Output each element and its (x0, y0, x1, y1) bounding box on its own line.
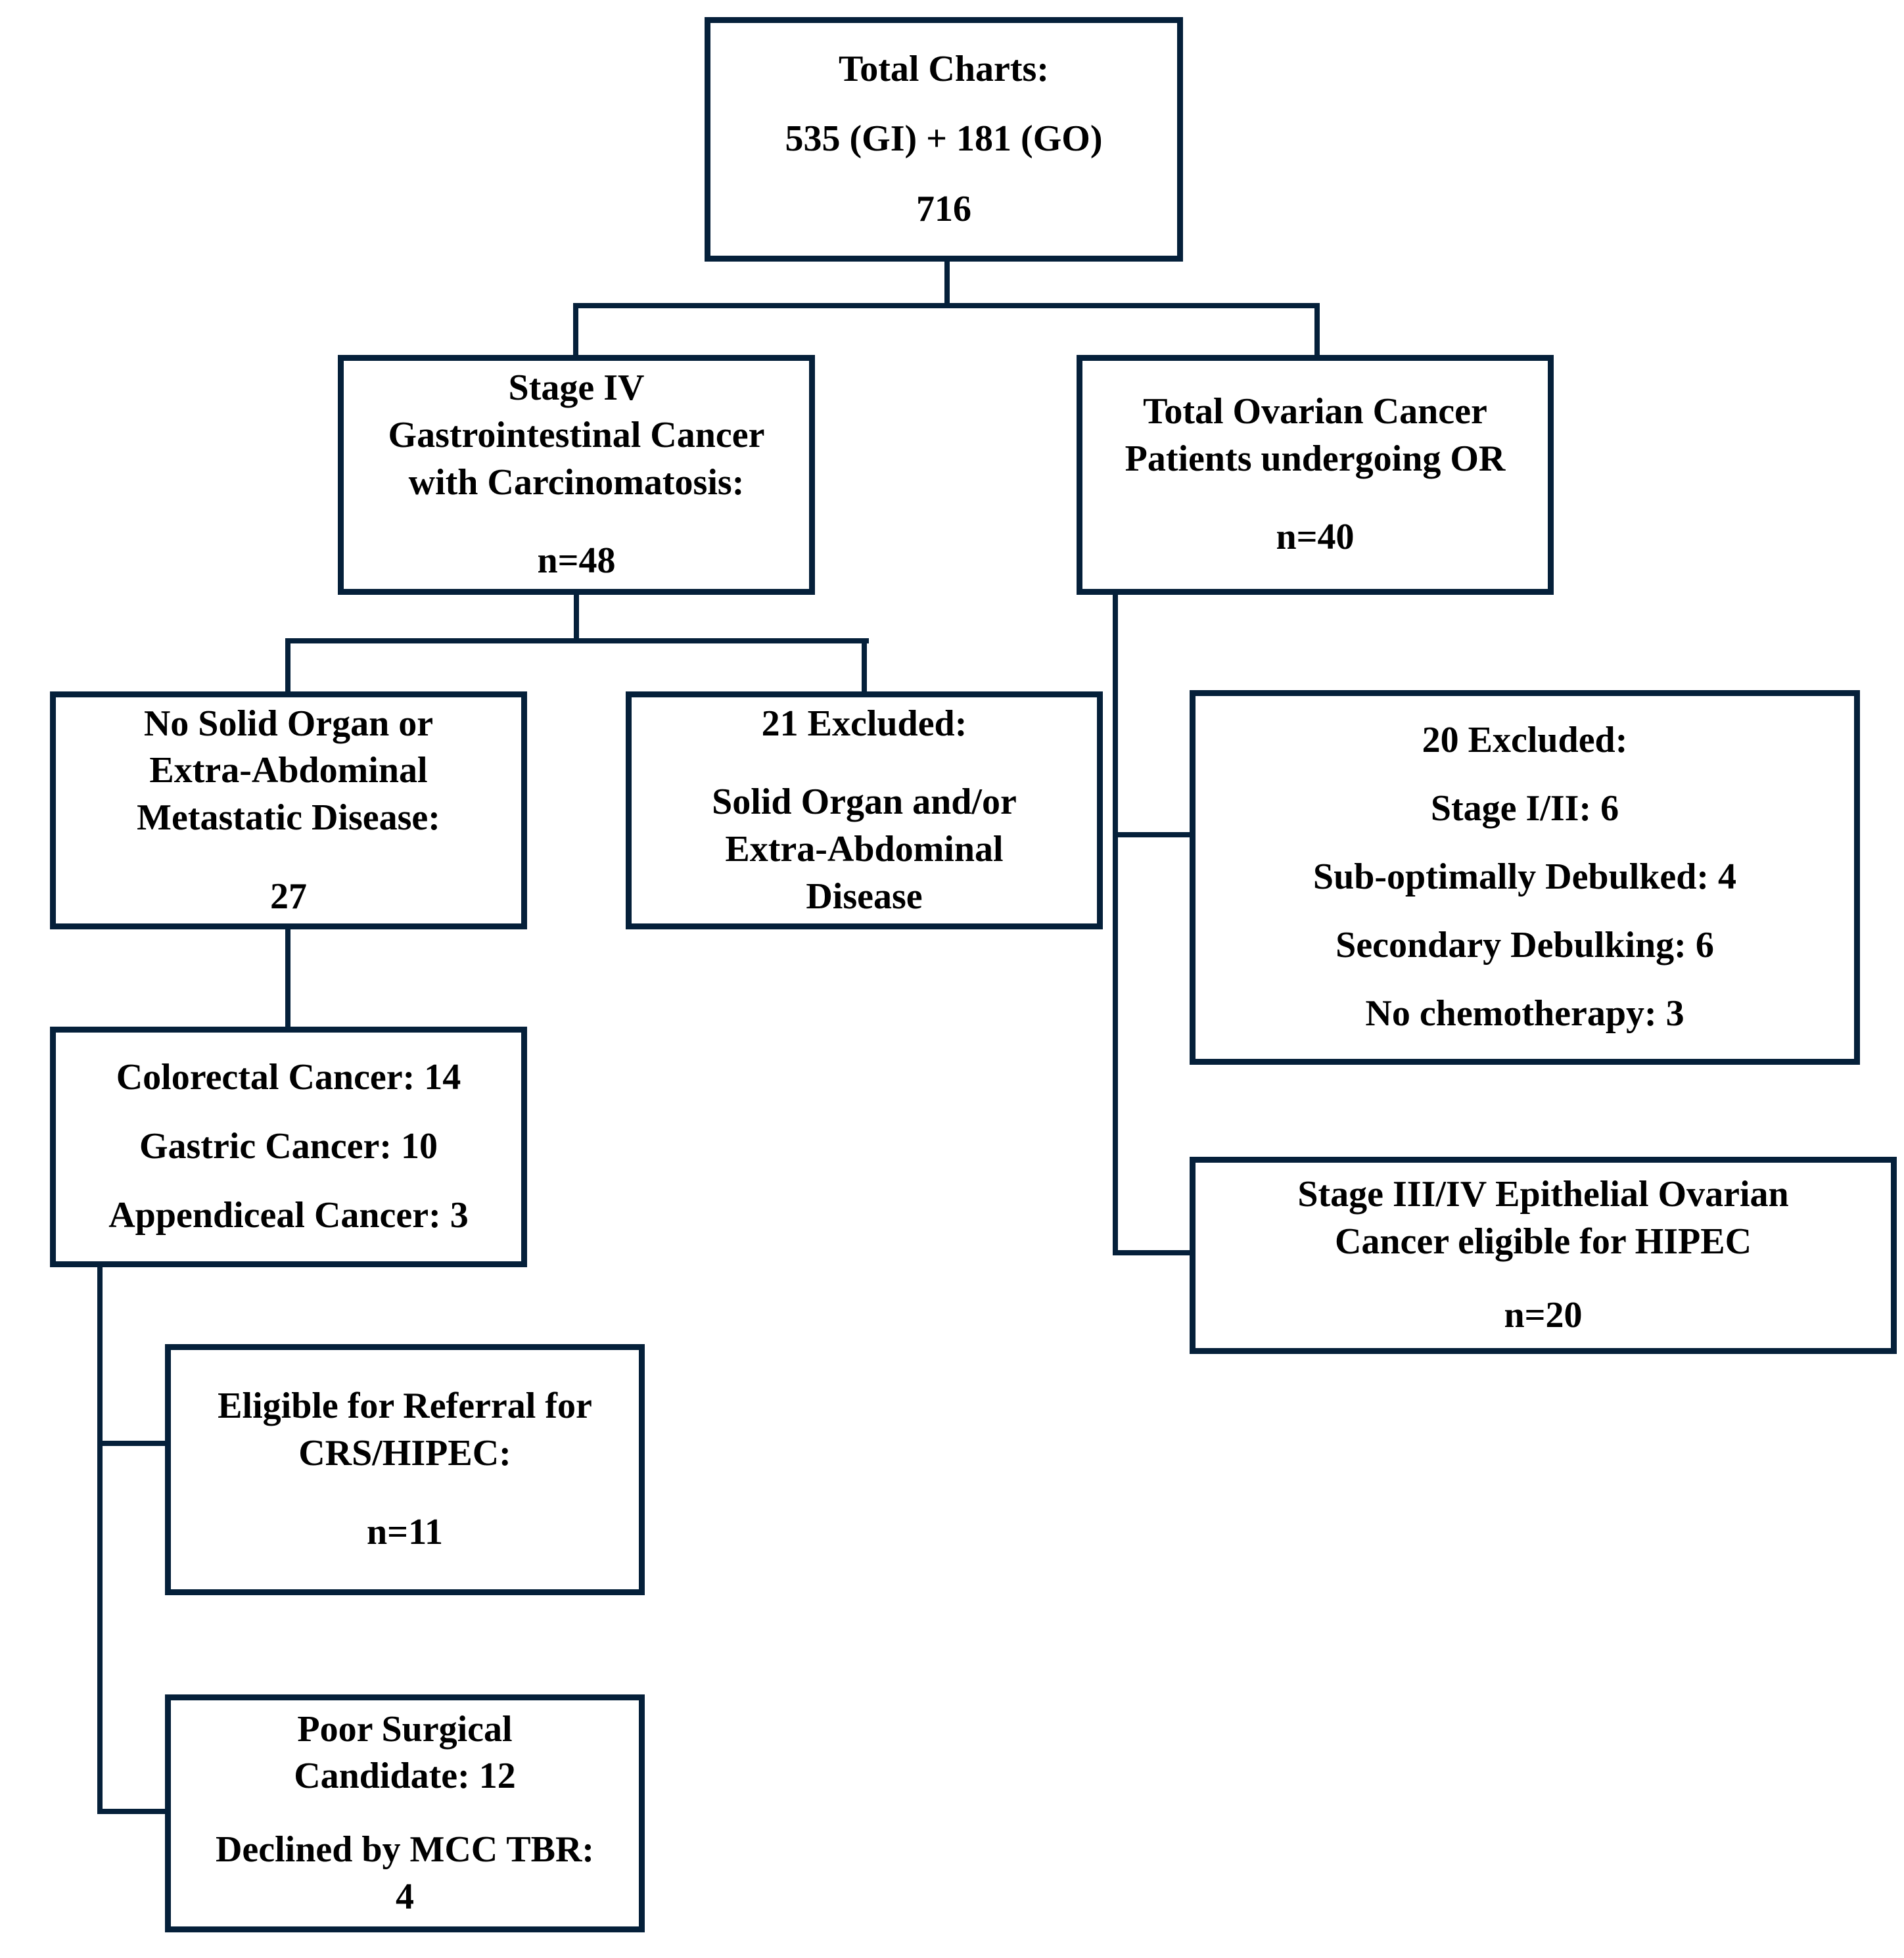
eligible-referral-line2: CRS/HIPEC: (298, 1433, 511, 1474)
excluded-21-line3: Disease (806, 875, 923, 917)
connector-to-eligible-referral (97, 1441, 171, 1446)
excluded-21-line1: Solid Organ and/or (712, 781, 1017, 823)
connector-to-total-ovarian (1314, 303, 1320, 361)
excluded-20-item3: Secondary Debulking: 6 (1335, 925, 1714, 966)
connector-no-solid-organ-to-types (285, 929, 290, 1029)
connector-to-no-solid-organ (285, 638, 290, 694)
no-solid-organ-line2: Extra-Abdominal (149, 750, 428, 791)
excluded-20-item4: No chemotherapy: 3 (1365, 993, 1684, 1035)
stage-iii-iv-line1: Stage III/IV Epithelial Ovarian (1297, 1174, 1789, 1215)
excluded-21-reason (712, 779, 1017, 920)
excluded-20-title: 20 Excluded: (1422, 720, 1628, 761)
gi-types-item3: Appendiceal Cancer: 3 (108, 1195, 469, 1236)
node-stage-iv-gi-cancer (338, 355, 815, 595)
node-total-charts (705, 17, 1183, 262)
connector-to-21-excluded (862, 638, 867, 694)
poor-candidate-line1: Poor Surgical (297, 1708, 513, 1750)
connector-to-poor-candidate (97, 1809, 171, 1814)
poor-candidate-declined (216, 1827, 594, 1921)
stage-iv-gi-line2: Gastrointestinal Cancer (388, 414, 765, 455)
total-ovarian-label (1125, 388, 1506, 482)
node-eligible-crs-hipec (165, 1344, 645, 1595)
node-stage-iii-iv-eoc (1190, 1157, 1897, 1354)
node-no-solid-organ (50, 691, 527, 929)
excluded-21-line2: Extra-Abdominal (725, 829, 1004, 870)
no-solid-organ-line3: Metastatic Disease: (137, 797, 440, 838)
total-charts-total: 716 (916, 188, 971, 229)
node-21-excluded (626, 691, 1103, 929)
excluded-20-item1: Stage I/II: 6 (1430, 788, 1619, 829)
connector-total-charts-stem (944, 260, 950, 308)
no-solid-organ-label (137, 701, 440, 842)
stage-iii-iv-n: n=20 (1504, 1294, 1583, 1336)
stage-iii-iv-label (1297, 1171, 1788, 1265)
total-ovarian-line1: Total Ovarian Cancer (1143, 390, 1487, 432)
poor-candidate-line3: Declined by MCC TBR: (215, 1829, 595, 1870)
connector-left-rail (97, 1265, 103, 1814)
node-total-ovarian-cancer (1077, 355, 1554, 595)
eligible-referral-line1: Eligible for Referral for (218, 1386, 592, 1427)
eligible-referral-label (218, 1383, 592, 1477)
stage-iv-gi-line3: with Carcinomatosis: (408, 461, 745, 503)
stage-iv-gi-n: n=48 (537, 540, 616, 582)
connector-to-20-excluded (1113, 832, 1195, 837)
total-ovarian-line2: Patients undergoing OR (1125, 438, 1506, 479)
connector-to-stage-iii-iv (1113, 1250, 1195, 1255)
poor-candidate-line2: Candidate: 12 (294, 1756, 516, 1797)
connector-right-rail (1113, 595, 1118, 1255)
stage-iv-gi-label (388, 365, 765, 506)
excluded-21-title: 21 Excluded: (761, 703, 967, 744)
poor-candidate-label (294, 1706, 516, 1800)
stage-iv-gi-line1: Stage IV (508, 367, 645, 409)
stage-iii-iv-line2: Cancer eligible for HIPEC (1334, 1221, 1752, 1263)
no-solid-organ-line1: No Solid Organ or (143, 703, 434, 744)
no-solid-organ-count: 27 (270, 875, 307, 917)
total-charts-title: Total Charts: (839, 48, 1049, 89)
node-20-excluded (1190, 690, 1860, 1065)
connector-to-stage-iv (573, 303, 578, 361)
total-ovarian-n: n=40 (1276, 517, 1355, 558)
node-poor-surgical-candidate (165, 1694, 645, 1932)
excluded-20-item2: Sub-optimally Debulked: 4 (1312, 856, 1737, 898)
connector-level1-branch (573, 303, 1320, 308)
gi-types-item1: Colorectal Cancer: 14 (116, 1057, 461, 1098)
total-charts-breakdown: 535 (GI) + 181 (GO) (785, 118, 1103, 160)
eligible-referral-n: n=11 (367, 1511, 443, 1552)
connector-stage-iv-stem (574, 595, 579, 643)
node-gi-cancer-types (50, 1027, 527, 1267)
gi-types-item2: Gastric Cancer: 10 (139, 1126, 438, 1167)
poor-candidate-line4: 4 (395, 1876, 414, 1917)
connector-level2-branch (285, 638, 869, 643)
